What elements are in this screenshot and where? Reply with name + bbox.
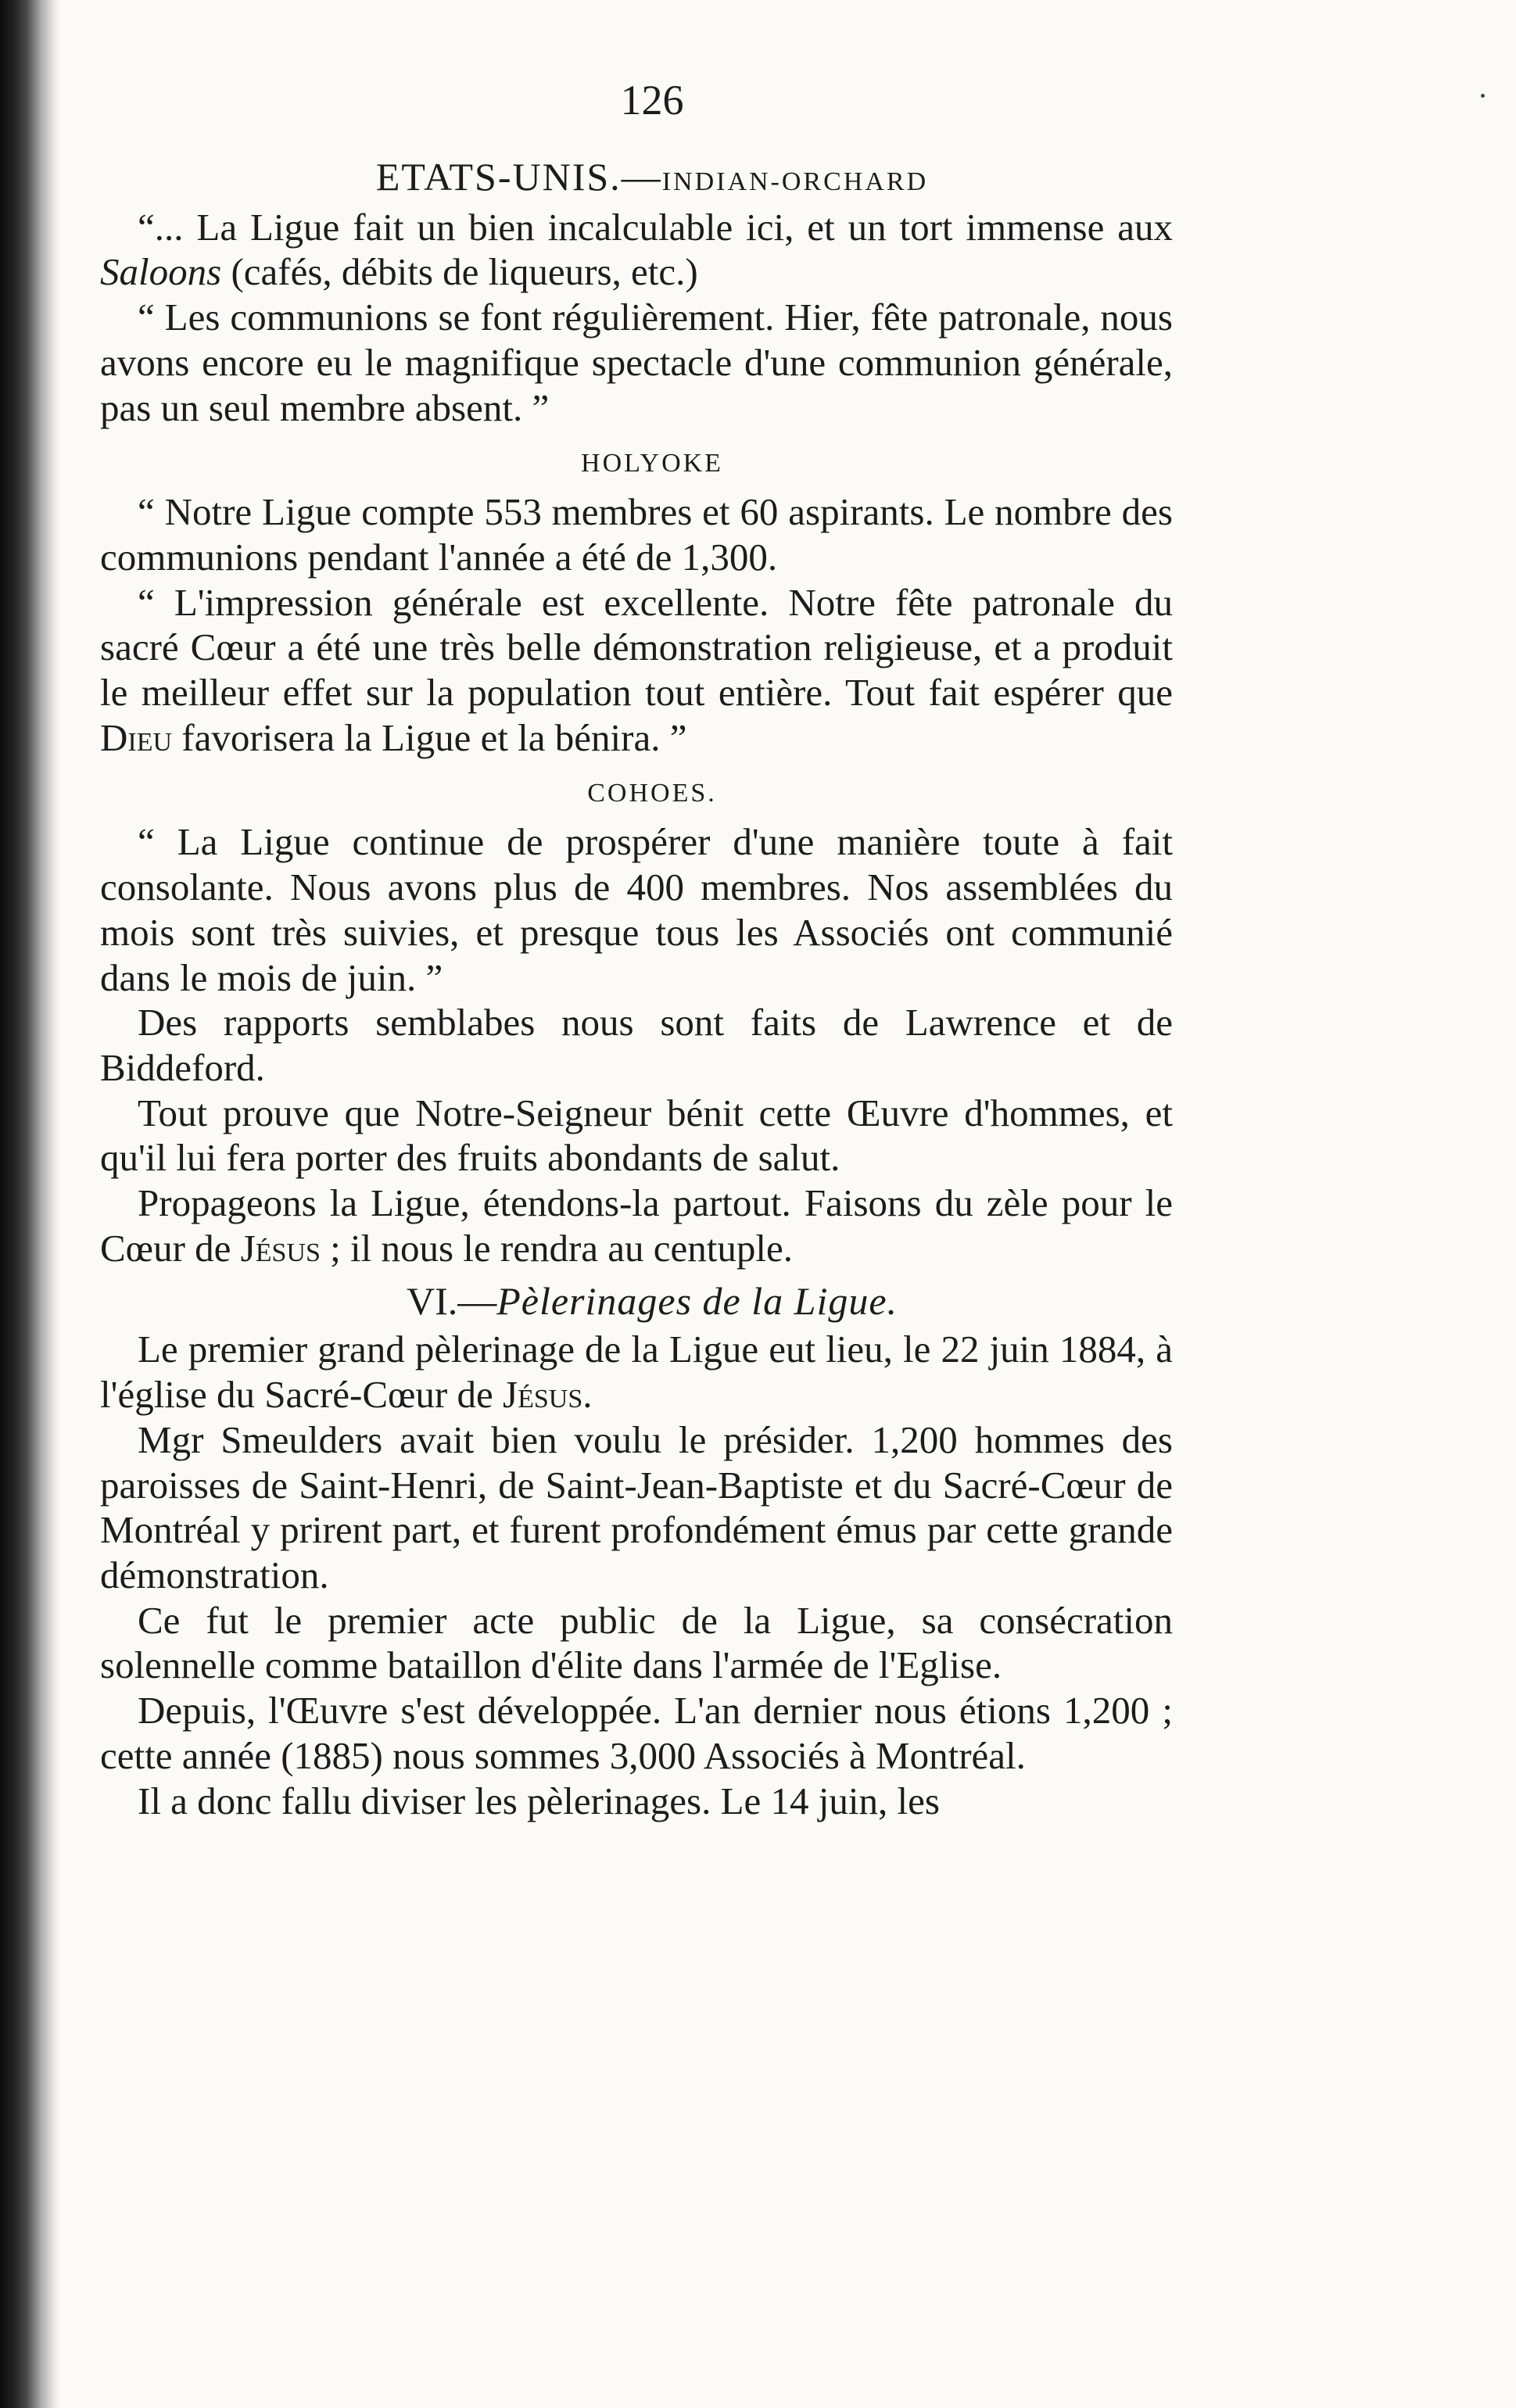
- small-caps-jesus: Jésus: [503, 1373, 583, 1417]
- indian-orchard-paragraph-2: “ Les communions se font régulièrement. Hier, fête patronale, nous avons encore eu le magnifique spectacle d'une communion générale, pas un seul membre absent. ”: [100, 296, 1173, 429]
- chapter-heading: [100, 1275, 1173, 1327]
- section-heading-etats-unis: [100, 155, 1173, 205]
- chapter-title: Pèlerinages de la Ligue.: [496, 1279, 898, 1324]
- pelerinages-paragraph-5: Il a donc fallu diviser les pèlerinages. Le 14 juin, les: [138, 1779, 940, 1822]
- section-heading-main: ETATS-UNIS.—: [375, 155, 662, 199]
- indian-orchard-paragraph-1: [100, 205, 1173, 295]
- holyoke-paragraph-1: “ Notre Ligue compte 553 membres et 60 aspirants. Le nombre des communions pendant l'année a été de 1,300.: [100, 490, 1173, 579]
- text-run: favorisera la Ligue et la bénira. ”: [172, 715, 687, 759]
- text-run: Le premier grand pèlerinage de la Ligue eut lieu, le 22 juin 1884, à l'église du Sacré-Cœur de: [100, 1328, 1173, 1417]
- page-number: 126: [620, 77, 684, 124]
- cohoes-paragraph-1: “ La Ligue continue de prospérer d'une manière toute à fait consolante. Nous avons plus de 400 membres. Nos assemblées du mois sont très suivies, et presque tous les Associés ont communié dans le mois de juin. ”: [100, 820, 1173, 999]
- text-run: .: [582, 1373, 593, 1417]
- pelerinages-paragraph-3: Ce fut le premier acte public de la Ligue, sa consécration solennelle comme bataillon d'élite dans l'armée de l'Eglise.: [100, 1598, 1173, 1687]
- pelerinages-paragraph-2: Mgr Smeulders avait bien voulu le présider. 1,200 hommes des paroisses de Saint-Henri, de Saint-Jean-Baptiste et du Sacré-Cœur de Montréal y prirent part, et furent profondément émus par cette grande démonstration.: [100, 1417, 1173, 1596]
- small-caps-jesus: Jésus: [240, 1226, 321, 1270]
- text-run: ; il nous le rendra au centuple.: [320, 1226, 793, 1270]
- chapter-number: VI.—: [406, 1279, 497, 1324]
- pelerinages-paragraph-1: [100, 1327, 1173, 1417]
- holyoke-paragraph-2: [100, 580, 1173, 761]
- cohoes-paragraph-2: Des rapports semblabes nous sont faits de Lawrence et de Biddeford.: [100, 1001, 1173, 1089]
- small-caps-dieu: Dieu: [100, 715, 173, 759]
- text-run: Propageons la Ligue, étendons-la partout. Faisons du zèle pour le Cœur de: [100, 1181, 1173, 1270]
- book-page: [100, 72, 1173, 1823]
- pelerinages-paragraph-4: Depuis, l'Œuvre s'est développée. L'an dernier nous étions 1,200 ; cette année (1885) nous sommes 3,000 Associés à Montréal.: [100, 1689, 1173, 1777]
- scan-speck: [1481, 94, 1485, 98]
- italic-term-saloons: Saloons: [100, 250, 222, 294]
- subheading-cohoes: COHOES.: [587, 779, 717, 808]
- text-run: (cafés, débits de liqueurs, etc.): [221, 250, 698, 294]
- subheading-holyoke: HOLYOKE: [581, 449, 723, 478]
- text-run: “... La Ligue fait un bien incalculable ici, et un tort immense aux: [138, 205, 1173, 249]
- section-heading-place: INDIAN-ORCHARD: [661, 167, 929, 196]
- text-run: “ L'impression générale est excellente. Notre fête patronale du sacré Cœur a été une très belle démonstration religieuse, et a produit le meilleur effet sur la population tout entière. Tout fait espérer que: [100, 580, 1173, 715]
- cohoes-paragraph-3: Tout prouve que Notre-Seigneur bénit cette Œuvre d'hommes, et qu'il lui fera porter des fruits abondants de salut.: [100, 1091, 1173, 1180]
- book-binding-shadow: [0, 0, 61, 2408]
- cohoes-paragraph-4: [100, 1181, 1173, 1270]
